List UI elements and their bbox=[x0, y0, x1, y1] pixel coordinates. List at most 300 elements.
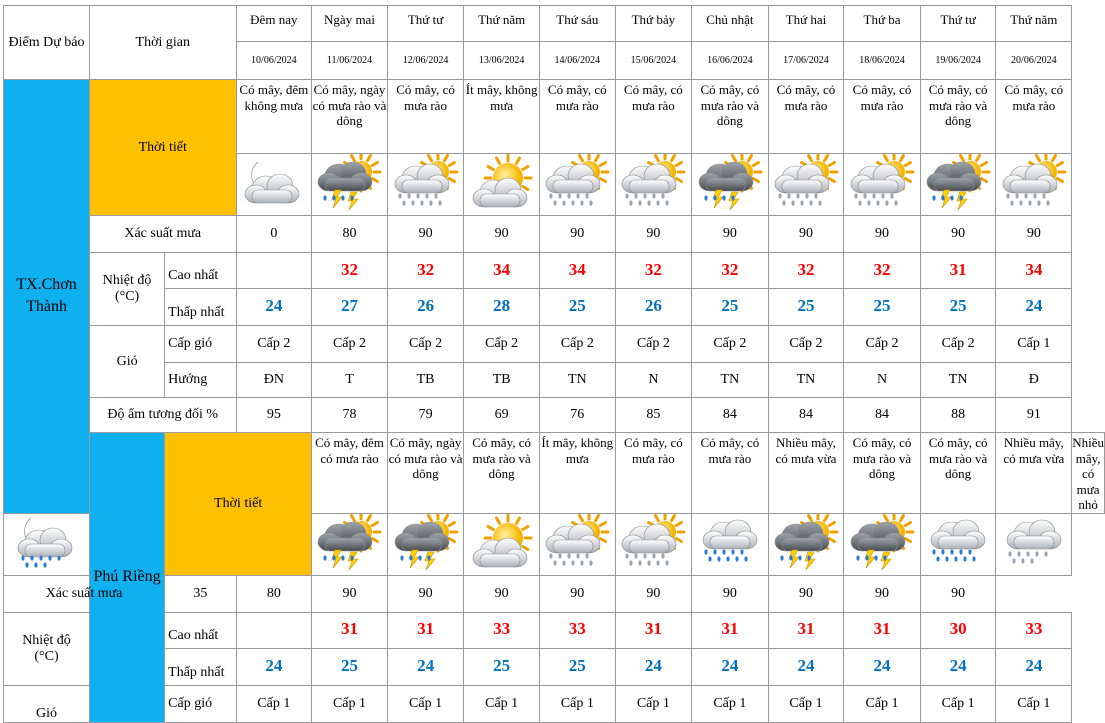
temp-max: 32 bbox=[721, 259, 739, 279]
temp-min-value bbox=[236, 289, 312, 326]
header-day bbox=[615, 6, 692, 42]
row-humidity bbox=[4, 398, 1105, 433]
temp-min-value bbox=[844, 648, 921, 685]
temp-max-value bbox=[844, 612, 921, 648]
temp-min-label: Thấp nhất bbox=[168, 664, 225, 680]
weather-description bbox=[539, 433, 615, 514]
wind-level: Cấp 2 bbox=[560, 336, 594, 351]
wind-level-label: Cấp gió bbox=[168, 695, 213, 711]
sun-storm-icon bbox=[772, 514, 840, 570]
header-day bbox=[464, 6, 540, 42]
weather-description bbox=[844, 433, 921, 514]
weather-text: Nhiều mây, có mưa vừa bbox=[775, 435, 837, 466]
rain-prob: 90 bbox=[494, 585, 509, 601]
weather-text: Có mây, có mưa rào bbox=[852, 82, 912, 113]
temp-min-value bbox=[615, 648, 692, 685]
row-temp-max bbox=[4, 253, 1105, 289]
humidity-value bbox=[312, 398, 388, 433]
row-wind-level bbox=[4, 685, 1105, 722]
humidity-label: Độ ẩm tương đối % bbox=[107, 407, 219, 422]
weather-description bbox=[464, 80, 540, 154]
rain-prob: 90 bbox=[951, 226, 966, 241]
row-temp-min bbox=[4, 648, 1105, 685]
header-day bbox=[236, 6, 312, 42]
weather-description bbox=[387, 80, 464, 154]
wind-level-value bbox=[312, 685, 388, 722]
wind-level-value bbox=[464, 685, 540, 722]
temp-max: 31 bbox=[340, 619, 358, 638]
sun-rain-icon bbox=[619, 514, 687, 570]
temp-max-value bbox=[312, 253, 388, 289]
day-name: Thứ sáu bbox=[556, 12, 599, 27]
weather-description bbox=[615, 80, 692, 154]
wind-level: Cấp 1 bbox=[485, 695, 519, 711]
wind-level-value bbox=[996, 685, 1072, 722]
temp-max-value bbox=[692, 612, 769, 648]
weather-description bbox=[539, 80, 615, 154]
humidity: 78 bbox=[342, 407, 357, 422]
temp-min-value bbox=[615, 289, 692, 326]
weather-icon-cell bbox=[692, 154, 769, 216]
temp-max-value bbox=[844, 253, 921, 289]
temp-max: 32 bbox=[644, 259, 662, 279]
weather-text: Có mây, đêm không mưa bbox=[239, 82, 309, 113]
weather-text: Có mây, có mưa rào và dông bbox=[852, 435, 912, 481]
temp-max: 31 bbox=[797, 619, 815, 638]
weather-icon-cell bbox=[996, 154, 1072, 216]
location-name bbox=[90, 433, 165, 723]
temp-max-label: Cao nhất bbox=[168, 627, 219, 643]
temp-max-value bbox=[464, 253, 540, 289]
wind-dir-value bbox=[615, 363, 692, 398]
wind-level: Cấp 1 bbox=[409, 695, 443, 711]
temp-min: 24 bbox=[721, 655, 739, 675]
weather-icon-cell bbox=[844, 513, 921, 575]
sun-storm-icon bbox=[696, 154, 764, 210]
wind-dir-value bbox=[236, 363, 312, 398]
weather-text: Ít mây, không mưa bbox=[541, 435, 614, 466]
day-date: 20/06/2024 bbox=[1011, 54, 1057, 66]
rain-prob-value bbox=[236, 216, 312, 253]
rain-prob: 80 bbox=[266, 585, 281, 601]
day-date: 19/06/2024 bbox=[935, 54, 981, 66]
weather-text: Có mây, có mưa rào bbox=[1004, 82, 1064, 113]
weather-text: Có mây, có mưa rào bbox=[624, 435, 683, 466]
row-rain-prob bbox=[4, 575, 1105, 612]
temp-min: 24 bbox=[417, 655, 435, 675]
forecast-table-wrapper bbox=[3, 5, 1105, 723]
temp-max: 32 bbox=[340, 259, 358, 279]
wind-level-value bbox=[615, 326, 692, 363]
temp-min: 25 bbox=[340, 655, 358, 675]
wind-level: Cấp 2 bbox=[636, 336, 670, 351]
temp-max-value bbox=[768, 253, 844, 289]
temp-min-value bbox=[387, 648, 464, 685]
rain-prob-value bbox=[692, 216, 769, 253]
sun-cloud-icon bbox=[468, 154, 536, 210]
temp-min-label-cell bbox=[165, 648, 236, 685]
weather-icon-cell bbox=[844, 154, 921, 216]
temp-max-value bbox=[996, 612, 1072, 648]
weather-icon-cell bbox=[464, 154, 540, 216]
wind-dir: TN bbox=[720, 372, 740, 387]
wind-level: Cấp 1 bbox=[636, 695, 670, 711]
temp-min: 25 bbox=[873, 296, 891, 315]
temp-min-value bbox=[920, 648, 996, 685]
temp-min-value bbox=[692, 289, 769, 326]
wind-dir: TN bbox=[796, 372, 816, 387]
rain-prob-value bbox=[539, 216, 615, 253]
weather-icon-cell bbox=[312, 513, 388, 575]
weather-icon-cell bbox=[4, 513, 90, 575]
wind-level-value bbox=[464, 326, 540, 363]
temp-max-value bbox=[387, 612, 464, 648]
humidity-value bbox=[692, 398, 769, 433]
wind-label: Gió bbox=[116, 353, 138, 369]
wind-level-label-cell bbox=[165, 685, 236, 722]
sun-rain-icon bbox=[1000, 154, 1068, 210]
wind-dir: ĐN bbox=[263, 372, 284, 387]
humidity-value bbox=[464, 398, 540, 433]
rain-prob-value bbox=[692, 575, 769, 612]
weather-text: Có mây, có mưa rào bbox=[547, 82, 607, 113]
rain-prob: 90 bbox=[570, 585, 585, 601]
rain-prob: 90 bbox=[722, 585, 737, 601]
weather-icon-cell bbox=[996, 513, 1072, 575]
wind-dir: N bbox=[648, 372, 659, 387]
rain-prob-value bbox=[844, 575, 921, 612]
header-date bbox=[539, 42, 615, 80]
temp-min-value bbox=[312, 648, 388, 685]
header-day bbox=[387, 6, 464, 42]
cloud-rain-icon bbox=[924, 514, 992, 570]
day-date: 16/06/2024 bbox=[707, 54, 753, 66]
temp-min: 25 bbox=[568, 296, 586, 315]
temp-min-value bbox=[539, 289, 615, 326]
wind-level: Cấp 1 bbox=[560, 695, 594, 711]
day-name: Thứ tư bbox=[407, 12, 444, 27]
weather-text: Có mây, có mưa rào bbox=[396, 82, 455, 113]
rain-prob-value bbox=[920, 216, 996, 253]
rain-prob: 0 bbox=[270, 226, 278, 241]
moon-rain-icon bbox=[13, 514, 81, 570]
temp-min-value bbox=[844, 289, 921, 326]
temp-min: 24 bbox=[1025, 296, 1043, 315]
temp-max-value bbox=[615, 612, 692, 648]
wind-label: Gió bbox=[36, 705, 57, 721]
weather-text: Có mây, ngày có mưa rào và dông bbox=[388, 435, 463, 481]
day-name: Thứ năm bbox=[478, 12, 526, 27]
humidity: 88 bbox=[951, 407, 966, 422]
temp-max: 31 bbox=[644, 619, 662, 638]
wind-level-label: Cấp gió bbox=[168, 336, 213, 351]
header-date bbox=[768, 42, 844, 80]
wind-level: Cấp 2 bbox=[713, 336, 747, 351]
weather-label: Thời tiết bbox=[214, 495, 263, 511]
temp-label: Nhiệt độ (°C) bbox=[102, 273, 152, 304]
row-temp-min bbox=[4, 289, 1105, 326]
wind-level: Cấp 2 bbox=[485, 336, 519, 351]
rain-prob-value bbox=[768, 575, 844, 612]
weather-icon-cell bbox=[768, 154, 844, 216]
header-day bbox=[768, 6, 844, 42]
sun-rain-icon bbox=[543, 154, 611, 210]
weather-text: Nhiều mây, có mưa nhỏ bbox=[1072, 435, 1104, 512]
temp-min-label: Thấp nhất bbox=[168, 305, 225, 320]
temp-max-label: Cao nhất bbox=[168, 268, 219, 283]
humidity-value bbox=[615, 398, 692, 433]
weather-icon-cell bbox=[312, 154, 388, 216]
temp-max-label-cell bbox=[165, 612, 236, 648]
temp-min-label-cell bbox=[165, 289, 236, 326]
wind-label-cell bbox=[4, 685, 90, 722]
temp-min: 24 bbox=[265, 655, 283, 675]
wind-level-value bbox=[844, 685, 921, 722]
header-date bbox=[236, 42, 312, 80]
row-weather-text bbox=[4, 80, 1105, 154]
temp-max: 31 bbox=[873, 619, 891, 638]
wind-dir-value bbox=[844, 363, 921, 398]
wind-level-value bbox=[692, 326, 769, 363]
wind-dir: N bbox=[876, 372, 888, 387]
weather-text: Có mây, có mưa rào bbox=[624, 82, 683, 113]
weather-description bbox=[996, 433, 1072, 514]
rain-prob-value bbox=[615, 575, 692, 612]
header-day bbox=[920, 6, 996, 42]
weather-icon-cell bbox=[236, 154, 312, 216]
wind-label-cell bbox=[90, 326, 165, 398]
wind-level: Cấp 2 bbox=[332, 336, 367, 351]
rain-prob: 90 bbox=[418, 585, 433, 601]
humidity-value bbox=[920, 398, 996, 433]
humidity-value bbox=[387, 398, 464, 433]
wind-level-value bbox=[236, 326, 312, 363]
rain-prob-label: Xác suất mưa bbox=[124, 226, 202, 241]
rain-prob: 90 bbox=[342, 585, 357, 601]
temp-label-cell bbox=[90, 253, 165, 326]
weather-description bbox=[692, 433, 769, 514]
temp-max-value bbox=[387, 253, 464, 289]
temp-max-value bbox=[920, 612, 996, 648]
humidity: 95 bbox=[266, 407, 281, 422]
weather-label-cell bbox=[165, 433, 312, 576]
weather-icon-cell bbox=[387, 513, 464, 575]
sun-rain-icon bbox=[848, 154, 916, 210]
rain-prob: 80 bbox=[342, 226, 357, 241]
rain-prob-value bbox=[387, 575, 464, 612]
day-date: 11/06/2024 bbox=[326, 54, 373, 66]
sun-storm-icon bbox=[924, 154, 992, 210]
header-point-label: Điểm Dự báo bbox=[8, 34, 85, 50]
wind-level: Cấp 1 bbox=[1017, 695, 1051, 711]
day-date: 14/06/2024 bbox=[554, 54, 601, 66]
temp-min: 25 bbox=[949, 296, 967, 315]
weather-description bbox=[615, 433, 692, 514]
temp-min: 26 bbox=[417, 296, 435, 315]
rain-prob-label-cell bbox=[90, 216, 237, 253]
weather-icon-cell bbox=[920, 154, 996, 216]
wind-level: Cấp 2 bbox=[789, 336, 823, 351]
temp-max: 34 bbox=[1025, 259, 1043, 279]
weather-text: Có mây, ngày có mưa rào và dông bbox=[312, 82, 387, 128]
rain-prob: 35 bbox=[193, 585, 208, 601]
humidity-value bbox=[539, 398, 615, 433]
wind-dir-value bbox=[920, 363, 996, 398]
rain-prob-value bbox=[615, 216, 692, 253]
temp-min-value bbox=[920, 289, 996, 326]
wind-dir-value bbox=[464, 363, 540, 398]
wind-dir: T bbox=[345, 372, 354, 387]
header-day bbox=[539, 6, 615, 42]
sun-rain-icon bbox=[392, 154, 460, 210]
rain-prob-value bbox=[920, 575, 996, 612]
temp-max-value bbox=[236, 612, 312, 648]
temp-max-value bbox=[236, 253, 312, 289]
temp-max: 34 bbox=[493, 259, 511, 279]
header-day bbox=[312, 6, 388, 42]
header-date bbox=[996, 42, 1072, 80]
day-date: 13/06/2024 bbox=[478, 54, 525, 66]
wind-level-value bbox=[692, 685, 769, 722]
temp-max-value bbox=[464, 612, 540, 648]
wind-level: Cấp 1 bbox=[257, 695, 291, 711]
rain-prob: 90 bbox=[418, 226, 433, 241]
rain-prob: 90 bbox=[494, 226, 509, 241]
temp-min-value bbox=[996, 289, 1072, 326]
wind-level-value bbox=[920, 326, 996, 363]
weather-icon-cell bbox=[615, 154, 692, 216]
cloud-rain-icon bbox=[696, 514, 764, 570]
temp-max-value bbox=[539, 612, 615, 648]
wind-level-value bbox=[615, 685, 692, 722]
forecast-table bbox=[3, 5, 1105, 723]
weather-text: Có mây, có mưa rào và dông bbox=[928, 82, 988, 128]
humidity: 79 bbox=[418, 407, 433, 422]
wind-dir: TN bbox=[567, 372, 587, 387]
row-weather-text bbox=[4, 433, 1105, 514]
temp-label: Nhiệt độ (°C) bbox=[22, 632, 71, 664]
rain-prob-label: Xác suất mưa bbox=[45, 585, 123, 601]
weather-text: Có mây, có mưa rào và dông bbox=[928, 435, 988, 481]
rain-prob: 90 bbox=[1026, 226, 1041, 241]
header-day bbox=[996, 6, 1072, 42]
temp-min-value bbox=[464, 648, 540, 685]
wind-dir-value bbox=[539, 363, 615, 398]
temp-min-value bbox=[464, 289, 540, 326]
weather-description bbox=[920, 80, 996, 154]
temp-min-value bbox=[539, 648, 615, 685]
weather-description bbox=[1072, 433, 1105, 514]
rain-prob: 90 bbox=[798, 585, 813, 601]
rain-prob-value bbox=[539, 575, 615, 612]
humidity-value bbox=[996, 398, 1072, 433]
wind-level: Cấp 2 bbox=[865, 336, 899, 351]
day-name: Ngày mai bbox=[324, 12, 375, 27]
wind-dir: TB bbox=[492, 372, 511, 387]
weather-description bbox=[387, 433, 464, 514]
temp-min-value bbox=[996, 648, 1072, 685]
weather-icon-cell bbox=[920, 513, 996, 575]
rain-prob: 90 bbox=[570, 226, 585, 241]
wind-level: Cấp 1 bbox=[865, 695, 899, 711]
sun-storm-icon bbox=[848, 514, 916, 570]
temp-min: 24 bbox=[797, 655, 815, 675]
humidity: 84 bbox=[722, 407, 737, 422]
temp-min: 25 bbox=[797, 296, 815, 315]
humidity-value bbox=[236, 398, 312, 433]
weather-description bbox=[236, 80, 312, 154]
humidity: 76 bbox=[570, 407, 585, 422]
temp-max: 33 bbox=[1025, 619, 1043, 638]
weather-text: Ít mây, không mưa bbox=[465, 82, 538, 113]
temp-min: 27 bbox=[340, 296, 358, 315]
rain-prob-value bbox=[844, 216, 921, 253]
temp-min: 24 bbox=[265, 296, 283, 315]
wind-level-value bbox=[768, 326, 844, 363]
moon-cloud-icon bbox=[240, 154, 308, 210]
rain-prob-value bbox=[464, 216, 540, 253]
day-name: Thứ hai bbox=[785, 12, 827, 27]
temp-min: 24 bbox=[644, 655, 662, 675]
temp-min: 26 bbox=[644, 296, 662, 315]
temp-max-value bbox=[312, 612, 388, 648]
temp-min: 25 bbox=[721, 296, 739, 315]
wind-level: Cấp 1 bbox=[789, 695, 823, 711]
humidity: 84 bbox=[875, 407, 890, 422]
wind-level: Cấp 2 bbox=[409, 336, 443, 351]
humidity: 69 bbox=[494, 407, 509, 422]
rain-prob-value bbox=[996, 216, 1072, 253]
weather-icon-cell bbox=[464, 513, 540, 575]
weather-description bbox=[312, 433, 388, 514]
rain-prob-value bbox=[464, 575, 540, 612]
weather-text: Có mây, có mưa rào bbox=[776, 82, 836, 113]
wind-level-value bbox=[236, 685, 312, 722]
wind-level: Cấp 1 bbox=[332, 695, 367, 711]
day-name: Đêm nay bbox=[250, 12, 298, 27]
wind-dir-label-cell bbox=[165, 363, 236, 398]
temp-max: 30 bbox=[949, 619, 967, 638]
sun-rain-icon bbox=[772, 154, 840, 210]
wind-level: Cấp 1 bbox=[941, 695, 975, 711]
header-day bbox=[844, 6, 921, 42]
location-label: Phú Riềng bbox=[93, 568, 161, 586]
weather-description bbox=[844, 80, 921, 154]
wind-level-value bbox=[539, 326, 615, 363]
day-name: Thứ ba bbox=[863, 12, 901, 27]
row-rain-prob bbox=[4, 216, 1105, 253]
temp-max-value bbox=[920, 253, 996, 289]
row-wind-level bbox=[4, 326, 1105, 363]
wind-level: Cấp 1 bbox=[1017, 336, 1051, 351]
wind-level-value bbox=[996, 326, 1072, 363]
day-date: 12/06/2024 bbox=[402, 54, 449, 66]
weather-icon-cell bbox=[539, 513, 615, 575]
temp-min-value bbox=[768, 648, 844, 685]
rain-prob: 90 bbox=[646, 226, 661, 241]
wind-dir-value bbox=[768, 363, 844, 398]
header-date bbox=[920, 42, 996, 80]
temp-max: 31 bbox=[949, 259, 967, 279]
weather-text: Có mây, có mưa rào bbox=[700, 435, 760, 466]
rain-prob-value bbox=[387, 216, 464, 253]
weather-description bbox=[920, 433, 996, 514]
header-time-label: Thời gian bbox=[135, 34, 190, 50]
humidity-value bbox=[844, 398, 921, 433]
temp-min-value bbox=[387, 289, 464, 326]
humidity: 85 bbox=[646, 407, 661, 422]
temp-min: 24 bbox=[949, 655, 967, 675]
